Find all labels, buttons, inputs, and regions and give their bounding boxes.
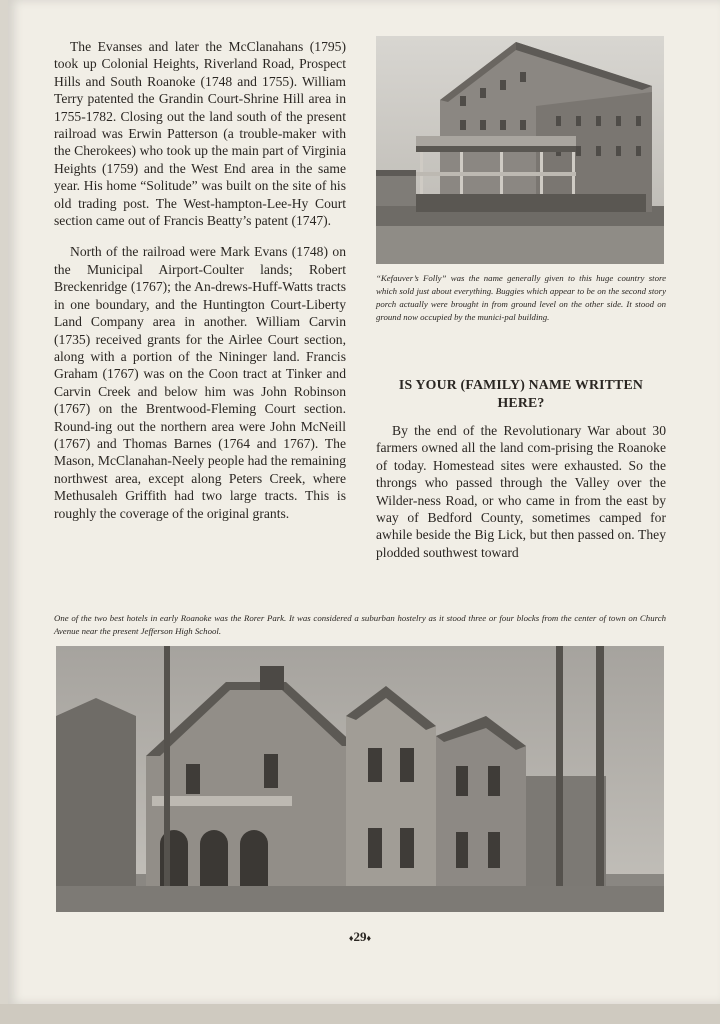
store-photo-caption: “Kefauver’s Folly” was the name generally given to this huge country store which sold just about everything. Buggies which appear to be on the second story porch actually were brought in from ground level on the other side. It stood on ground now occupied by the munici-pal building. xyxy=(376,273,666,322)
section-heading: IS YOUR (FAMILY) NAME WRITTEN HERE? xyxy=(398,377,644,410)
section-paragraph: By the end of the Revolutionary War about 30 farmers owned all the land com-prising the Roanoke of today. Homestead sites were exhausted. So the throngs who passed through the Valley over the Wilder-ness Road, or who came in from the east by way of Bedford County, sometimes camped for awhile beside the Big Lick, but then passed on. They plodded southwest toward xyxy=(376,423,666,560)
page-number xyxy=(330,929,390,945)
hotel-photo-caption: One of the two best hotels in early Roanoke was the Rorer Park. It was considered a suburban hostelry as it stood three or four blocks from the center of town on Church Avenue near the present Jefferson High School. xyxy=(54,613,666,636)
store-photo xyxy=(376,36,664,264)
ornament-left: ♦ xyxy=(348,933,354,943)
left-text-column xyxy=(54,38,346,522)
hotel-photo xyxy=(56,646,664,912)
page-edge xyxy=(0,1004,720,1024)
left-paragraph-2: North of the railroad were Mark Evans (1748) on the Municipal Airport-Coulter lands; Robert Breckenridge (1767); the An-drews-Huff-Watts tracts in one boundary, and the Huntington Court-Liberty Land Company area in another. William Carvin (1735) received grants for the Airlee Court section, along with a portion of the Nininger land. Francis Graham (1767) was on the Coon tract at Tinker and Carvin Creek and below him was John Robinson (1767) on the Brentwood-Fleming Court section. Round-ing out the northern area were John McNeill (1767) and Thomas Barnes (1764 and 1767). The Mason, McClanahan-Neely people had the remaining northwest area, except along Peters Creek, where Methusaleh Griffith had two large tracts. This is roughly the coverage of the original grants. xyxy=(54,244,346,521)
ornament-right: ♦ xyxy=(366,933,372,943)
left-paragraph-1: The Evanses and later the McClanahans (1795) took up Colonial Heights, Riverland Road, Prospect Hills and South Roanoke (1748 and 1755). William Terry patented the Grandin Court-Shrine Hill area in 1755-1782. Closing out the land south of the present railroad was Erwin Patterson (a trouble-maker with the Cherokees) who took up the main part of Virginia Heights (1759) and the West End area in the same year. His home “Solitude” was built on the site of his old trading post. The West-hampton-Lee-Hy Court section came out of Francis Beatty’s patent (1747). xyxy=(54,39,346,229)
right-text-column xyxy=(376,422,666,561)
page-number-text: 29 xyxy=(353,929,367,944)
